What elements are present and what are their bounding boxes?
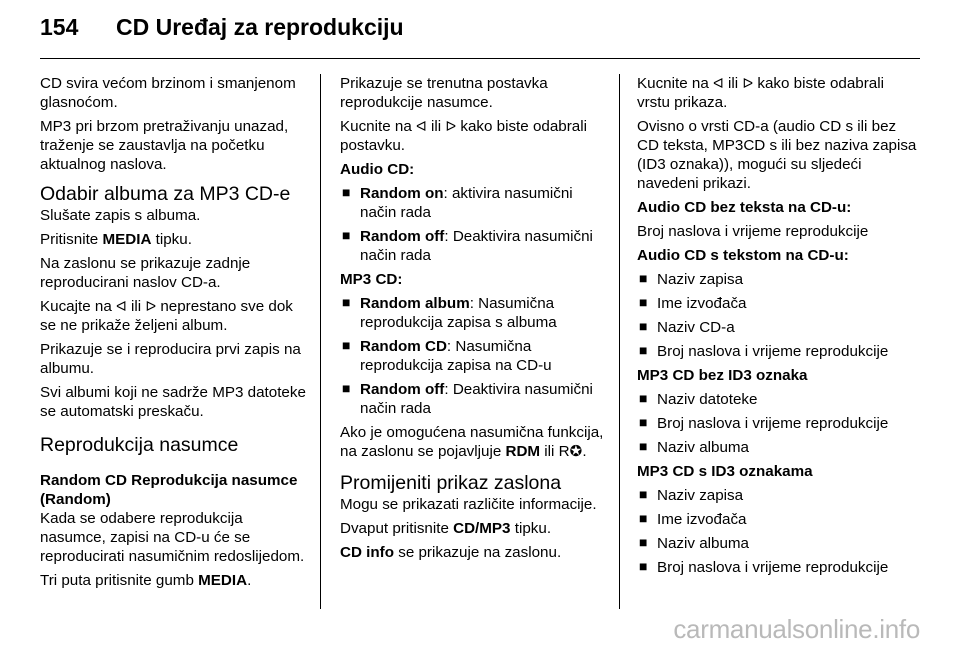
column-2 <box>340 74 612 567</box>
list-item: ■ Random album: Nasumična reprodukcija zapisa s albuma <box>340 294 612 332</box>
list-item: ■ Random on: aktivira nasumični način rada <box>340 184 612 222</box>
label-mp3-id3: MP3 CD s ID3 oznakama <box>637 463 813 480</box>
column-divider-1 <box>320 74 321 609</box>
list-item: ■ Broj naslova i vrijeme reprodukcije <box>637 342 921 361</box>
paragraph: Kucnite na ᐊ ili ᐅ kako biste odabrali vrstu prikaza. <box>637 75 884 111</box>
key-label: MEDIA <box>198 572 248 589</box>
arrow-right-icon: ᐅ <box>145 298 157 314</box>
page-header <box>40 14 404 41</box>
column-1 <box>40 74 312 595</box>
random-symbol-icon: R✪ <box>558 443 583 460</box>
label-audio-cd-no-text: Audio CD bez teksta na CD-u: <box>637 199 852 216</box>
section-heading-display: Promijeniti prikaz zaslona <box>340 472 562 494</box>
subheading-random-cd: Random CD Reprodukcija nasumce (Random) <box>40 472 298 508</box>
paragraph: Mogu se prikazati različite informacije. <box>340 496 597 513</box>
page-number: 154 <box>40 14 79 40</box>
key-label: CD/MP3 <box>453 520 511 537</box>
section-heading-album: Odabir albuma za MP3 CD-e <box>40 183 291 205</box>
list-item: ■ Naziv CD-a <box>637 318 921 337</box>
list-item: ■ Broj naslova i vrijeme reprodukcije <box>637 558 921 577</box>
paragraph: MP3 pri brzom pretraživanju unazad, traženje se zaustavlja na početku aktualnog naslova. <box>40 118 289 173</box>
paragraph: Prikazuje se trenutna postavka reprodukcije nasumce. <box>340 75 548 111</box>
paragraph: Tri puta pritisnite gumb MEDIA. <box>40 572 252 589</box>
list-item: ■ Broj naslova i vrijeme reprodukcije <box>637 414 921 433</box>
paragraph: Pritisnite MEDIA tipku. <box>40 231 192 248</box>
page-title: CD Uređaj za reprodukciju <box>116 14 404 40</box>
paragraph: CD svira većom brzinom i smanjenom glasnoćom. <box>40 75 296 111</box>
paragraph: Prikazuje se i reproducira prvi zapis na albumu. <box>40 341 301 377</box>
paragraph: Na zaslonu se prikazuje zadnje reproducirani naslov CD-a. <box>40 255 251 291</box>
arrow-left-icon: ᐊ <box>713 75 724 91</box>
paragraph: Kucajte na ᐊ ili ᐅ neprestano sve dok se ne prikaže željeni album. <box>40 298 293 334</box>
arrow-left-icon: ᐊ <box>116 298 127 314</box>
arrow-right-icon: ᐅ <box>742 75 754 91</box>
label-mp3-no-id3: MP3 CD bez ID3 oznaka <box>637 367 808 384</box>
header-rule <box>40 58 920 59</box>
list-item: ■ Random off: Deaktivira nasumični način rada <box>340 380 612 418</box>
list-item: ■ Naziv albuma <box>637 438 921 457</box>
list-item: ■ Naziv zapisa <box>637 486 921 505</box>
paragraph: Dvaput pritisnite CD/MP3 tipku. <box>340 520 552 537</box>
list-item: ■ Ime izvođača <box>637 294 921 313</box>
paragraph: Kada se odabere reprodukcija nasumce, zapisi na CD-u će se reproducirati nasumičnim redoslijedom. <box>40 510 305 565</box>
column-divider-2 <box>619 74 620 609</box>
section-heading-random: Reprodukcija nasumce <box>40 434 239 456</box>
list-item: ■ Naziv albuma <box>637 534 921 553</box>
key-label: RDM <box>505 443 541 460</box>
label-mp3-cd: MP3 CD: <box>340 271 403 288</box>
column-3 <box>637 74 921 582</box>
key-label: MEDIA <box>102 231 152 248</box>
arrow-left-icon: ᐊ <box>416 118 427 134</box>
arrow-right-icon: ᐅ <box>445 118 457 134</box>
paragraph: Svi albumi koji ne sadrže MP3 datoteke se automatski preskaču. <box>40 384 306 420</box>
list-item: ■ Naziv zapisa <box>637 270 921 289</box>
paragraph: Ovisno o vrsti CD-a (audio CD s ili bez CD teksta, MP3CD s ili bez naziva zapisa (ID3 oznaka)), mogući su sljedeći navedeni prikazi. <box>637 118 917 192</box>
paragraph: Ako je omogućena nasumična funkcija, na zaslonu se pojavljuje RDM ili R✪. <box>340 424 604 460</box>
label-audio-cd: Audio CD: <box>340 161 415 178</box>
paragraph: Slušate zapis s albuma. <box>40 207 201 224</box>
list-item: ■ Ime izvođača <box>637 510 921 529</box>
paragraph: CD info se prikazuje na zaslonu. <box>340 544 562 561</box>
watermark: carmanualsonline.info <box>673 614 920 644</box>
list-item: ■ Random off: Deaktivira nasumični način rada <box>340 227 612 265</box>
label-audio-cd-text: Audio CD s tekstom na CD-u: <box>637 247 849 264</box>
list-item: ■ Random CD: Nasumična reprodukcija zapisa na CD-u <box>340 337 612 375</box>
key-label: CD info <box>340 544 394 561</box>
paragraph: Kucnite na ᐊ ili ᐅ kako biste odabrali postavku. <box>340 118 587 154</box>
paragraph: Broj naslova i vrijeme reprodukcije <box>637 223 869 240</box>
list-item: ■ Naziv datoteke <box>637 390 921 409</box>
